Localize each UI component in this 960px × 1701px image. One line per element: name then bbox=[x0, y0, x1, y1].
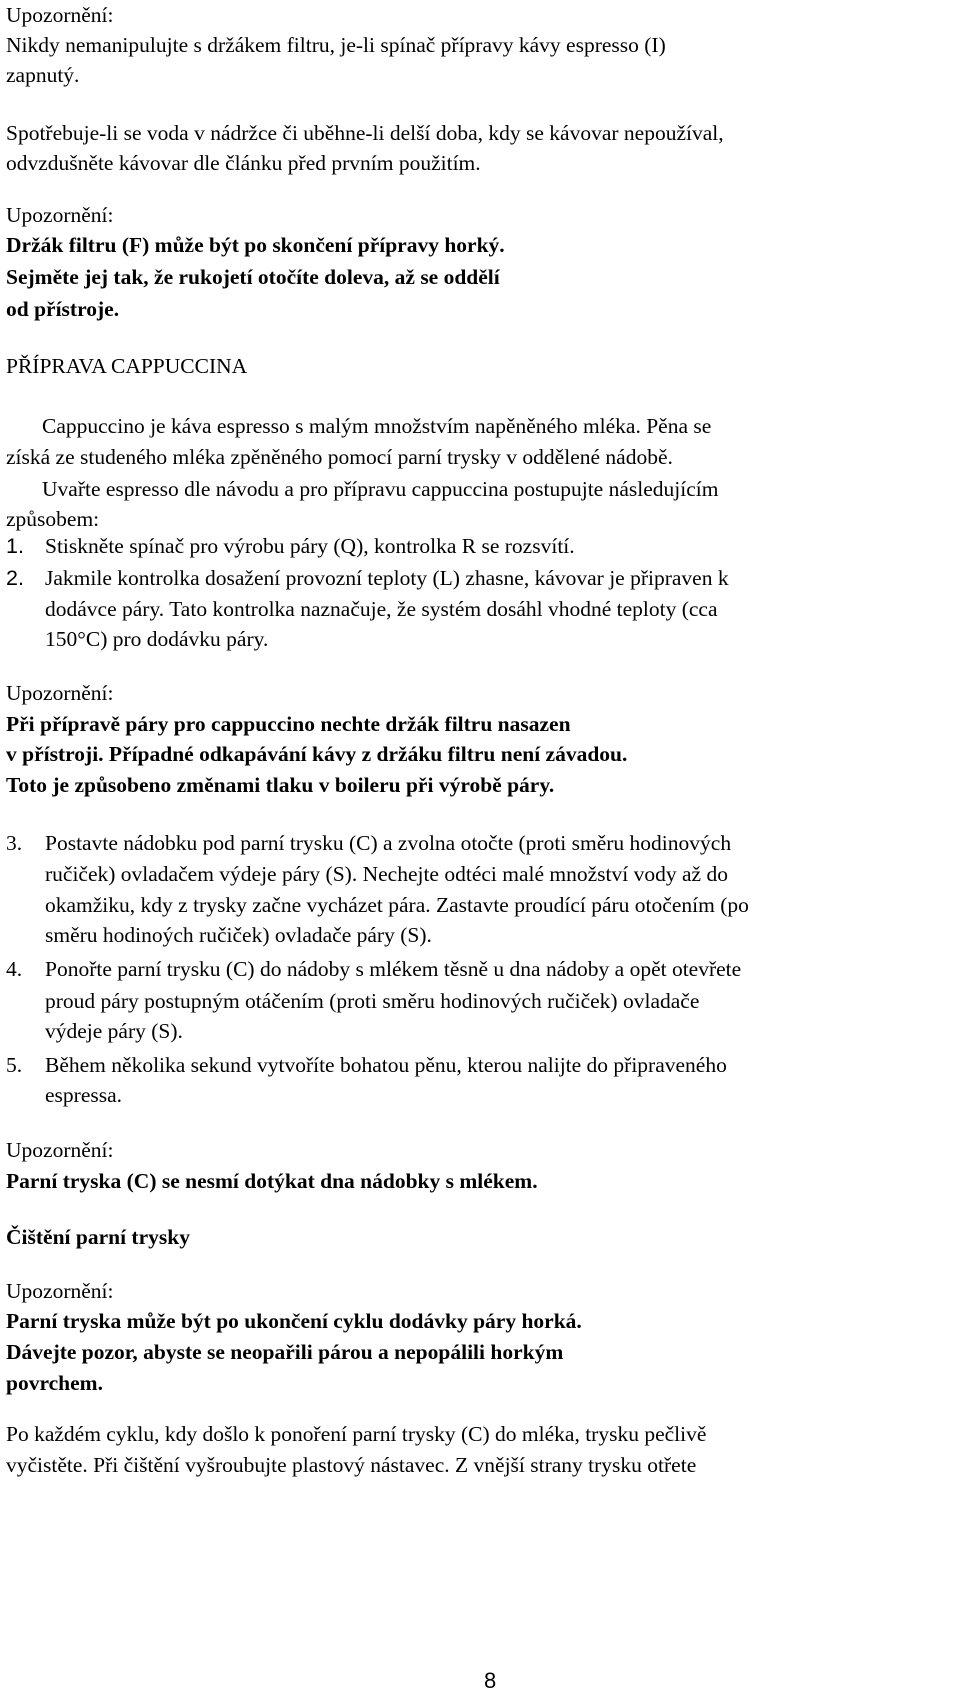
paragraph-line: odvzdušněte kávovar dle článku před prvním použitím. bbox=[6, 151, 481, 175]
warning-text: Parní tryska může být po ukončení cyklu dodávky páry horká. bbox=[6, 1309, 582, 1333]
warning-text: Dávejte pozor, abyste se neopařili párou a nepopálili horkým bbox=[6, 1340, 564, 1364]
paragraph-line: Cappuccino je káva espresso s malým množstvím napěněného mléka. Pěna se bbox=[42, 414, 712, 438]
section-heading: Čištění parní trysky bbox=[6, 1225, 190, 1249]
document-page bbox=[6, 0, 952, 1701]
list-item-text: proud páry postupným otáčením (proti směru hodinových ručiček) ovladače bbox=[45, 989, 700, 1013]
warning-text: zapnutý. bbox=[6, 63, 80, 87]
paragraph-line: vyčistěte. Při čištění vyšroubujte plastový nástavec. Z vnější strany trysku otřete bbox=[6, 1453, 697, 1477]
warning-label: Upozornění: bbox=[6, 1138, 114, 1162]
paragraph-line: Uvařte espresso dle návodu a pro přípravu cappuccina postupujte následujícím bbox=[42, 477, 719, 501]
list-item-text: Během několika sekund vytvoříte bohatou pěnu, kterou nalijte do připraveného bbox=[45, 1053, 727, 1077]
warning-label: Upozornění: bbox=[6, 681, 114, 705]
list-number: 3. bbox=[6, 831, 23, 855]
paragraph-line: Po každém cyklu, kdy došlo k ponoření parní trysky (C) do mléka, trysku pečlivě bbox=[6, 1422, 707, 1446]
list-item-text: Ponořte parní trysku (C) do nádoby s mlékem těsně u dna nádoby a opět otevřete bbox=[45, 957, 742, 981]
list-number: 4. bbox=[6, 957, 23, 981]
warning-text: Při přípravě páry pro cappuccino nechte držák filtru nasazen bbox=[6, 712, 571, 736]
page-number: 8 bbox=[484, 1668, 497, 1693]
list-item bbox=[6, 954, 741, 984]
list-item-text: dodávce páry. Tato kontrolka naznačuje, že systém dosáhl vhodné teploty (cca bbox=[45, 597, 718, 621]
list-number: 5. bbox=[6, 1053, 23, 1077]
warning-text: v přístroji. Případné odkapávání kávy z držáku filtru není závadou. bbox=[6, 742, 628, 766]
warning-text: Toto je způsobeno změnami tlaku v boileru při výrobě páry. bbox=[6, 773, 555, 797]
list-item-text: 150°C) pro dodávku páry. bbox=[45, 627, 269, 651]
list-item bbox=[6, 1050, 727, 1080]
list-item-text: ručiček) ovladačem výdeje páry (S). Nechejte odtéci malé množství vody až do bbox=[45, 862, 728, 886]
warning-label: Upozornění: bbox=[6, 1279, 114, 1303]
warning-text: od přístroje. bbox=[6, 297, 120, 321]
list-item-text: Stiskněte spínač pro výrobu páry (Q), kontrolka R se rozsvítí. bbox=[45, 534, 575, 558]
warning-text: Nikdy nemanipulujte s držákem filtru, je-li spínač přípravy kávy espresso (I) bbox=[6, 33, 666, 57]
list-item bbox=[6, 828, 731, 858]
paragraph-line: Spotřebuje-li se voda v nádržce či uběhne-li delší doba, kdy se kávovar nepoužíval, bbox=[6, 121, 724, 145]
list-number: 1. bbox=[6, 534, 24, 558]
list-item-text: espressa. bbox=[45, 1083, 123, 1107]
warning-text: Sejměte jej tak, že rukojetí otočíte doleva, až se oddělí bbox=[6, 265, 500, 289]
section-heading: PŘÍPRAVA CAPPUCCINA bbox=[6, 354, 248, 378]
list-item bbox=[6, 531, 575, 561]
warning-label: Upozornění: bbox=[6, 203, 114, 227]
warning-text: povrchem. bbox=[6, 1371, 103, 1395]
paragraph-line: způsobem: bbox=[6, 507, 100, 531]
warning-text: Parní tryska (C) se nesmí dotýkat dna nádobky s mlékem. bbox=[6, 1169, 538, 1193]
list-item-text: Postavte nádobku pod parní trysku (C) a zvolna otočte (proti směru hodinových bbox=[45, 831, 732, 855]
list-item-text: okamžiku, kdy z trysky začne vycházet pára. Zastavte proudící páru otočením (po bbox=[45, 893, 749, 917]
list-item-text: výdeje páry (S). bbox=[45, 1019, 183, 1043]
warning-text: Držák filtru (F) může být po skončení přípravy horký. bbox=[6, 233, 505, 257]
list-item bbox=[6, 563, 729, 593]
list-item-text: Jakmile kontrolka dosažení provozní teploty (L) zhasne, kávovar je připraven k bbox=[45, 566, 729, 590]
warning-label: Upozornění: bbox=[6, 3, 114, 27]
paragraph-line: získá ze studeného mléka zpěněného pomocí parní trysky v oddělené nádobě. bbox=[6, 445, 673, 469]
list-number: 2. bbox=[6, 566, 24, 590]
list-item-text: směru hodinoých ručiček) ovladače páry (S). bbox=[45, 923, 432, 947]
